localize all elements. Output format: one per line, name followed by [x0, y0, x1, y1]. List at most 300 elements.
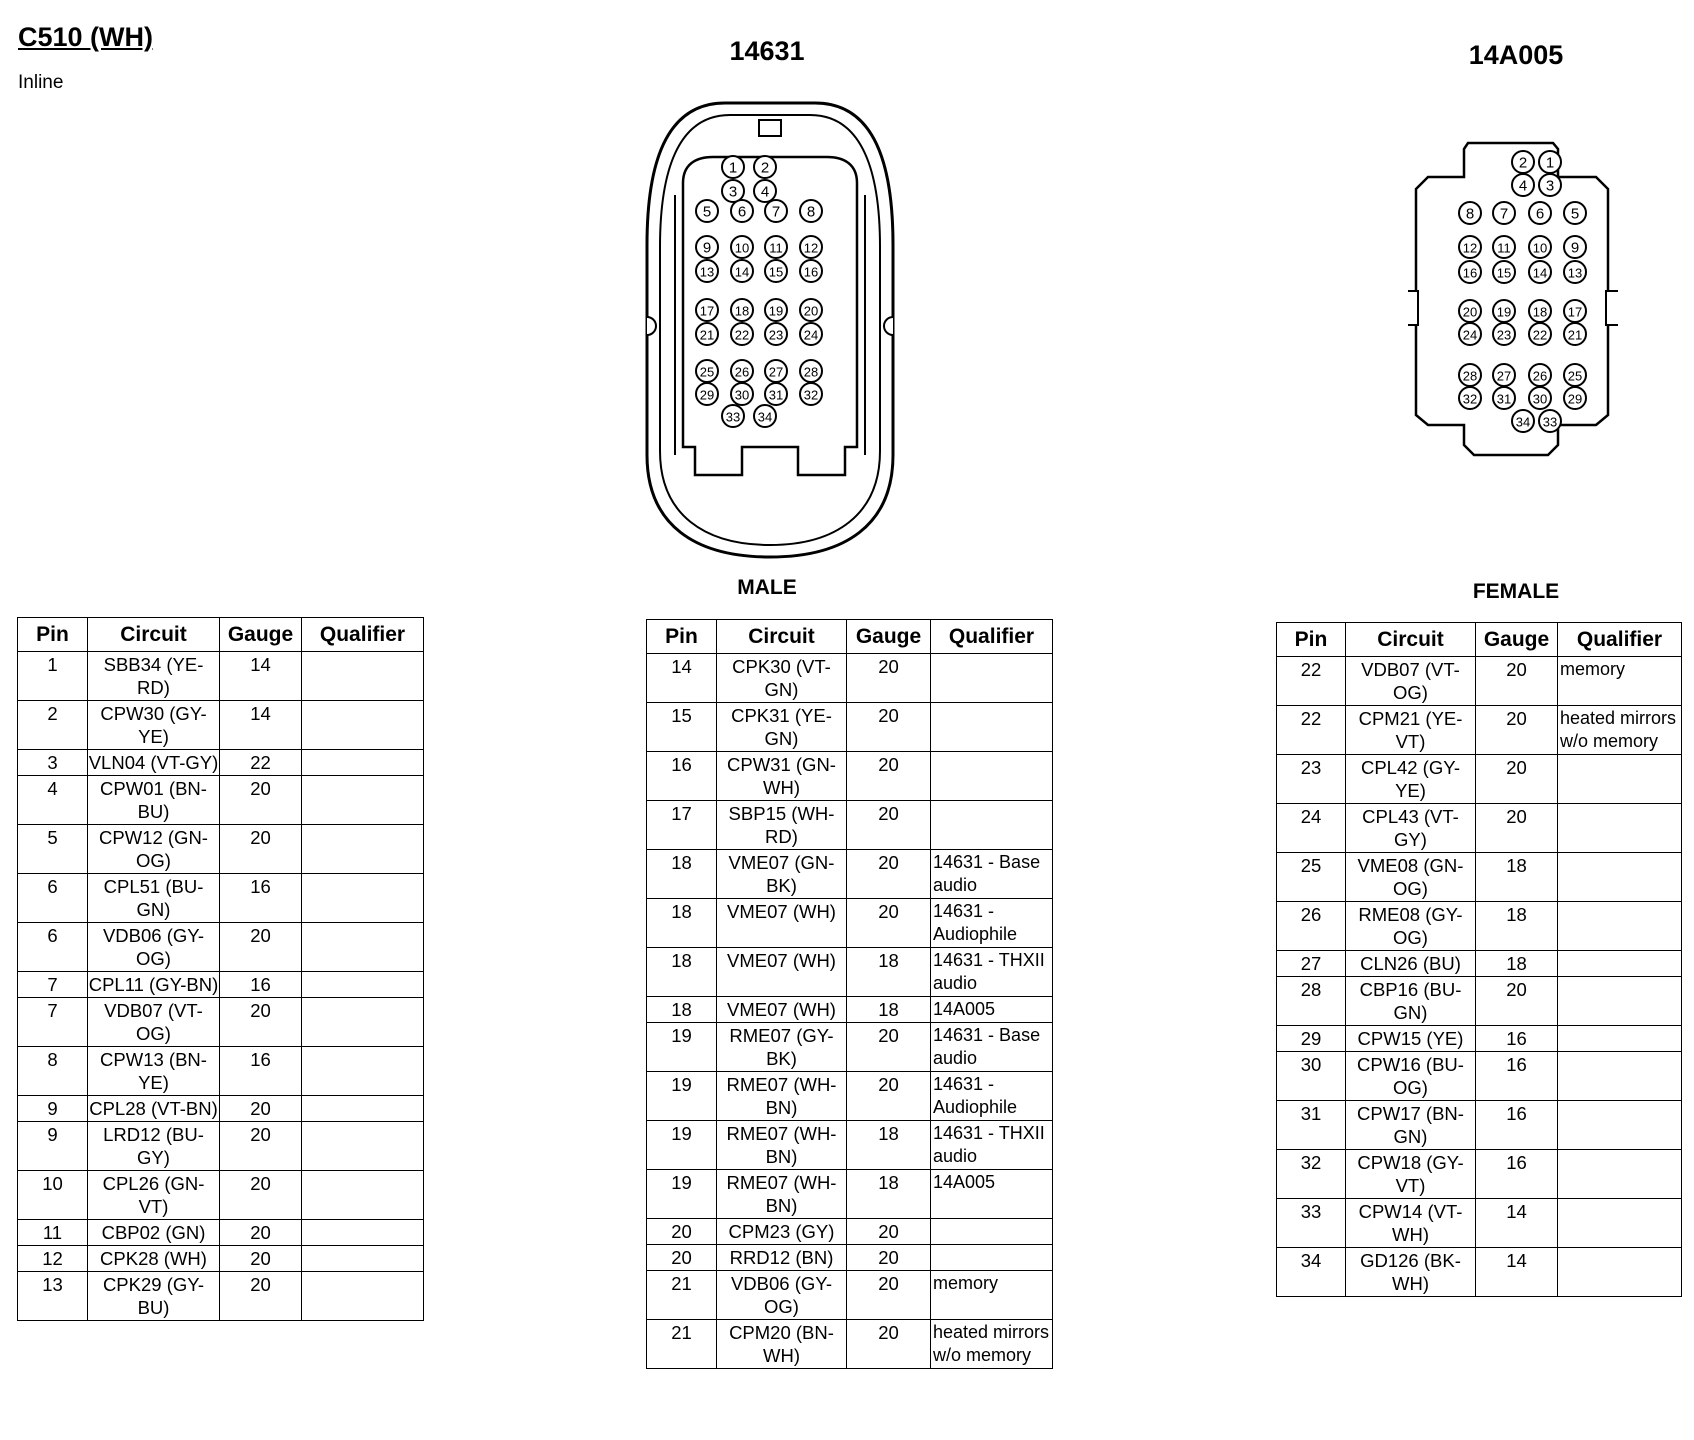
table-row — [647, 899, 1053, 948]
cell-circuit: RME07 (WH-BN) — [717, 1072, 847, 1121]
table-row — [1277, 1248, 1682, 1297]
cell-qualifier — [302, 750, 424, 776]
table-row — [18, 776, 424, 825]
pin-number-label: 8 — [1465, 205, 1475, 223]
cell-pin: 24 — [1277, 804, 1346, 853]
cell-qualifier — [302, 1272, 424, 1321]
connector-type-label: Inline — [18, 72, 64, 93]
pin-number-label: 2 — [1518, 154, 1528, 172]
cell-qualifier — [1558, 755, 1682, 804]
cell-pin: 6 — [18, 923, 88, 972]
cell-pin: 19 — [647, 1170, 717, 1219]
female-connector-diagram — [1408, 135, 1618, 465]
cell-circuit: CPK28 (WH) — [88, 1246, 220, 1272]
pin-number-label: 19 — [768, 303, 784, 319]
pin-number-label: 26 — [734, 364, 750, 380]
cell-qualifier — [931, 1245, 1053, 1271]
pin-number-label: 23 — [768, 327, 784, 343]
cell-pin: 8 — [18, 1047, 88, 1096]
col-header-gauge: Gauge — [1476, 623, 1558, 657]
col-header-circuit: Circuit — [717, 620, 847, 654]
cell-pin: 18 — [647, 899, 717, 948]
col-header-gauge: Gauge — [220, 618, 302, 652]
pin-number-label: 4 — [1518, 177, 1528, 195]
cell-pin: 23 — [1277, 755, 1346, 804]
cell-circuit: CPW17 (BN-GN) — [1346, 1101, 1476, 1150]
table-row — [18, 1220, 424, 1246]
pin-number-label: 1 — [1545, 154, 1555, 172]
cell-gauge: 20 — [220, 998, 302, 1047]
cell-pin: 28 — [1277, 977, 1346, 1026]
pin-number-label: 16 — [803, 264, 819, 280]
table-row — [18, 923, 424, 972]
cell-qualifier — [302, 776, 424, 825]
cell-pin: 19 — [647, 1121, 717, 1170]
table-row — [1277, 1150, 1682, 1199]
cell-pin: 18 — [647, 997, 717, 1023]
cell-pin: 18 — [647, 948, 717, 997]
cell-gauge: 14 — [1476, 1248, 1558, 1297]
cell-pin: 7 — [18, 972, 88, 998]
cell-pin: 29 — [1277, 1026, 1346, 1052]
pin-number-label: 22 — [734, 327, 750, 343]
cell-qualifier — [1558, 902, 1682, 951]
cell-gauge: 20 — [220, 1171, 302, 1220]
cell-gauge: 18 — [847, 948, 931, 997]
cell-qualifier — [302, 1246, 424, 1272]
cell-circuit: CPW18 (GY-VT) — [1346, 1150, 1476, 1199]
pin-number-label: 34 — [757, 409, 773, 425]
table-row — [647, 1219, 1053, 1245]
cell-pin: 10 — [18, 1171, 88, 1220]
cell-qualifier — [302, 972, 424, 998]
table-row — [1277, 951, 1682, 977]
pin-number-label: 32 — [1462, 391, 1478, 407]
cell-gauge: 20 — [847, 899, 931, 948]
cell-circuit: CBP02 (GN) — [88, 1220, 220, 1246]
pin-number-label: 30 — [1532, 391, 1548, 407]
cell-qualifier — [1558, 1101, 1682, 1150]
pin-number-label: 25 — [1567, 368, 1583, 384]
pin-number-label: 12 — [1462, 240, 1478, 256]
table-row — [1277, 657, 1682, 706]
cell-circuit: CPM20 (BN-WH) — [717, 1320, 847, 1369]
cell-gauge: 16 — [1476, 1026, 1558, 1052]
table-row — [647, 1271, 1053, 1320]
cell-circuit: VME07 (WH) — [717, 997, 847, 1023]
pin-table-1 — [17, 617, 424, 1321]
table-row — [1277, 1052, 1682, 1101]
table-row — [18, 1272, 424, 1321]
cell-circuit: CPW15 (YE) — [1346, 1026, 1476, 1052]
cell-gauge: 16 — [220, 972, 302, 998]
cell-pin: 7 — [18, 998, 88, 1047]
table-row — [18, 998, 424, 1047]
cell-gauge: 22 — [220, 750, 302, 776]
cell-circuit: CLN26 (BU) — [1346, 951, 1476, 977]
pin-number-label: 10 — [734, 240, 750, 256]
table-row — [647, 948, 1053, 997]
cell-gauge: 14 — [1476, 1199, 1558, 1248]
pin-number-label: 21 — [1567, 327, 1583, 343]
pin-number-label: 14 — [1532, 265, 1548, 281]
cell-circuit: VME07 (WH) — [717, 948, 847, 997]
table-row — [1277, 1026, 1682, 1052]
cell-gauge: 18 — [847, 1121, 931, 1170]
cell-circuit: CPM23 (GY) — [717, 1219, 847, 1245]
table-header-row — [18, 618, 424, 652]
pin-number-label: 15 — [768, 264, 784, 280]
cell-circuit: RME07 (GY-BK) — [717, 1023, 847, 1072]
cell-qualifier — [1558, 853, 1682, 902]
cell-circuit: CPL26 (GN-VT) — [88, 1171, 220, 1220]
cell-circuit: CPW12 (GN-OG) — [88, 825, 220, 874]
cell-gauge: 18 — [1476, 902, 1558, 951]
cell-qualifier: memory — [931, 1271, 1053, 1320]
table-row — [1277, 755, 1682, 804]
table-row — [647, 752, 1053, 801]
col-header-circuit: Circuit — [1346, 623, 1476, 657]
pin-number-label: 17 — [1567, 304, 1583, 320]
female-connector-title: 14A005 — [1468, 40, 1564, 70]
table-row — [18, 1171, 424, 1220]
cell-qualifier: 14631 - Audiophile — [931, 1072, 1053, 1121]
cell-gauge: 20 — [847, 654, 931, 703]
cell-gauge: 16 — [220, 1047, 302, 1096]
pin-number-label: 14 — [734, 264, 750, 280]
cell-gauge: 20 — [220, 1246, 302, 1272]
pin-number-label: 11 — [1497, 240, 1511, 256]
cell-gauge: 16 — [220, 874, 302, 923]
cell-gauge: 18 — [1476, 951, 1558, 977]
cell-pin: 22 — [1277, 657, 1346, 706]
cell-qualifier — [302, 1171, 424, 1220]
cell-circuit: RME08 (GY-OG) — [1346, 902, 1476, 951]
col-header-pin: Pin — [18, 618, 88, 652]
cell-circuit: RRD12 (BN) — [717, 1245, 847, 1271]
table-row — [1277, 804, 1682, 853]
cell-circuit: SBB34 (YE-RD) — [88, 652, 220, 701]
cell-pin: 9 — [18, 1096, 88, 1122]
cell-gauge: 20 — [847, 703, 931, 752]
table-row — [647, 1320, 1053, 1369]
cell-gauge: 20 — [847, 1072, 931, 1121]
cell-circuit: CPW16 (BU-OG) — [1346, 1052, 1476, 1101]
table-header-row — [1277, 623, 1682, 657]
cell-gauge: 16 — [1476, 1150, 1558, 1199]
table-row — [647, 997, 1053, 1023]
cell-pin: 4 — [18, 776, 88, 825]
cell-pin: 15 — [647, 703, 717, 752]
cell-circuit: VDB06 (GY-OG) — [88, 923, 220, 972]
cell-gauge: 20 — [1476, 755, 1558, 804]
cell-qualifier: 14631 - Audiophile — [931, 899, 1053, 948]
table-row — [647, 1072, 1053, 1121]
cell-pin: 12 — [18, 1246, 88, 1272]
table-row — [18, 972, 424, 998]
cell-pin: 19 — [647, 1072, 717, 1121]
cell-circuit: RME07 (WH-BN) — [717, 1121, 847, 1170]
pin-number-label: 13 — [1567, 265, 1583, 281]
pin-table-2 — [646, 619, 1053, 1369]
cell-pin: 13 — [18, 1272, 88, 1321]
table-row — [647, 801, 1053, 850]
cell-qualifier — [302, 1220, 424, 1246]
cell-gauge: 16 — [1476, 1052, 1558, 1101]
cell-circuit: VDB07 (VT-OG) — [88, 998, 220, 1047]
cell-pin: 20 — [647, 1219, 717, 1245]
pin-number-label: 18 — [734, 303, 750, 319]
table-row — [18, 701, 424, 750]
cell-gauge: 20 — [847, 1320, 931, 1369]
cell-pin: 18 — [647, 850, 717, 899]
cell-qualifier — [1558, 977, 1682, 1026]
pin-number-label: 11 — [769, 240, 783, 256]
pin-number-label: 4 — [760, 183, 770, 201]
cell-circuit: CPK31 (YE-GN) — [717, 703, 847, 752]
cell-pin: 17 — [647, 801, 717, 850]
cell-qualifier — [1558, 1052, 1682, 1101]
table-row — [1277, 1101, 1682, 1150]
cell-pin: 2 — [18, 701, 88, 750]
pin-number-label: 24 — [1462, 327, 1478, 343]
table-row — [647, 850, 1053, 899]
table-row — [1277, 706, 1682, 755]
pin-number-label: 22 — [1532, 327, 1548, 343]
cell-pin: 22 — [1277, 706, 1346, 755]
pin-number-label: 5 — [1570, 205, 1580, 223]
cell-gauge: 18 — [847, 997, 931, 1023]
cell-gauge: 20 — [1476, 804, 1558, 853]
pin-number-label: 33 — [725, 409, 741, 425]
pin-number-label: 28 — [803, 364, 819, 380]
pin-number-label: 5 — [702, 203, 712, 221]
pin-number-label: 6 — [737, 203, 747, 221]
cell-gauge: 20 — [220, 825, 302, 874]
table-row — [647, 703, 1053, 752]
cell-gauge: 20 — [1476, 657, 1558, 706]
cell-qualifier — [931, 801, 1053, 850]
cell-gauge: 20 — [847, 752, 931, 801]
cell-qualifier — [302, 1122, 424, 1171]
cell-gauge: 14 — [220, 701, 302, 750]
cell-gauge: 14 — [220, 652, 302, 701]
cell-gauge: 20 — [220, 1122, 302, 1171]
table-row — [1277, 1199, 1682, 1248]
cell-pin: 6 — [18, 874, 88, 923]
cell-pin: 30 — [1277, 1052, 1346, 1101]
table-row — [647, 1121, 1053, 1170]
cell-qualifier — [1558, 1199, 1682, 1248]
cell-qualifier — [302, 998, 424, 1047]
col-header-qualifier: Qualifier — [1558, 623, 1682, 657]
cell-qualifier: 14631 - Base audio — [931, 1023, 1053, 1072]
pin-number-label: 20 — [1462, 304, 1478, 320]
cell-qualifier — [931, 1219, 1053, 1245]
cell-gauge: 16 — [1476, 1101, 1558, 1150]
cell-pin: 21 — [647, 1271, 717, 1320]
cell-qualifier — [1558, 951, 1682, 977]
table-row — [18, 652, 424, 701]
cell-circuit: CPL11 (GY-BN) — [88, 972, 220, 998]
cell-pin: 31 — [1277, 1101, 1346, 1150]
cell-pin: 11 — [18, 1220, 88, 1246]
cell-circuit: GD126 (BK-WH) — [1346, 1248, 1476, 1297]
cell-circuit: CPL51 (BU-GN) — [88, 874, 220, 923]
male-gender-label: MALE — [737, 576, 797, 599]
cell-gauge: 20 — [847, 1245, 931, 1271]
pin-number-label: 7 — [1499, 205, 1509, 223]
male-connector-diagram — [635, 95, 905, 565]
pin-number-label: 23 — [1496, 327, 1512, 343]
cell-circuit: CPW01 (BN-BU) — [88, 776, 220, 825]
cell-qualifier: 14631 - THXII audio — [931, 948, 1053, 997]
cell-gauge: 20 — [847, 850, 931, 899]
cell-qualifier — [931, 654, 1053, 703]
cell-circuit: VME07 (GN-BK) — [717, 850, 847, 899]
cell-circuit: CPW14 (VT-WH) — [1346, 1199, 1476, 1248]
pin-number-label: 27 — [1496, 368, 1512, 384]
pin-number-label: 31 — [768, 387, 784, 403]
pin-number-label: 16 — [1462, 265, 1478, 281]
pin-number-label: 3 — [728, 183, 738, 201]
pin-number-label: 29 — [699, 387, 715, 403]
cell-qualifier — [302, 1047, 424, 1096]
cell-gauge: 20 — [220, 1272, 302, 1321]
cell-circuit: VDB07 (VT-OG) — [1346, 657, 1476, 706]
cell-pin: 16 — [647, 752, 717, 801]
cell-circuit: VLN04 (VT-GY) — [88, 750, 220, 776]
cell-qualifier — [931, 703, 1053, 752]
cell-qualifier — [302, 701, 424, 750]
cell-qualifier — [1558, 1248, 1682, 1297]
col-header-pin: Pin — [647, 620, 717, 654]
pin-number-label: 2 — [760, 159, 770, 177]
pin-number-label: 6 — [1535, 205, 1545, 223]
cell-pin: 1 — [18, 652, 88, 701]
cell-qualifier: heated mirrors w/o memory — [1558, 706, 1682, 755]
pin-number-label: 30 — [734, 387, 750, 403]
cell-circuit: CPM21 (YE-VT) — [1346, 706, 1476, 755]
cell-circuit: CPK30 (VT-GN) — [717, 654, 847, 703]
pin-number-label: 7 — [771, 203, 781, 221]
cell-gauge: 20 — [220, 923, 302, 972]
table-row — [647, 1245, 1053, 1271]
cell-gauge: 20 — [220, 1096, 302, 1122]
cell-qualifier: 14631 - Base audio — [931, 850, 1053, 899]
pin-number-label: 18 — [1532, 304, 1548, 320]
pin-number-label: 15 — [1496, 265, 1512, 281]
cell-qualifier — [302, 652, 424, 701]
cell-qualifier — [1558, 1026, 1682, 1052]
cell-pin: 14 — [647, 654, 717, 703]
col-header-qualifier: Qualifier — [302, 618, 424, 652]
female-connector-face — [1408, 135, 1618, 465]
pin-number-label: 10 — [1532, 240, 1548, 256]
pin-number-label: 1 — [728, 159, 738, 177]
cell-circuit: RME07 (WH-BN) — [717, 1170, 847, 1219]
cell-pin: 32 — [1277, 1150, 1346, 1199]
cell-circuit: CPL28 (VT-BN) — [88, 1096, 220, 1122]
table-row — [18, 1246, 424, 1272]
pin-number-label: 34 — [1515, 414, 1531, 430]
cell-pin: 34 — [1277, 1248, 1346, 1297]
cell-qualifier — [302, 874, 424, 923]
cell-qualifier — [302, 923, 424, 972]
pin-number-label: 21 — [699, 327, 715, 343]
pin-table-3 — [1276, 622, 1682, 1297]
table-row — [18, 1096, 424, 1122]
cell-qualifier: 14631 - THXII audio — [931, 1121, 1053, 1170]
col-header-qualifier: Qualifier — [931, 620, 1053, 654]
cell-pin: 25 — [1277, 853, 1346, 902]
pin-number-label: 28 — [1462, 368, 1478, 384]
cell-qualifier: 14A005 — [931, 1170, 1053, 1219]
cell-pin: 21 — [647, 1320, 717, 1369]
table-row — [18, 825, 424, 874]
cell-pin: 19 — [647, 1023, 717, 1072]
cell-gauge: 20 — [847, 801, 931, 850]
cell-pin: 33 — [1277, 1199, 1346, 1248]
cell-qualifier — [302, 1096, 424, 1122]
male-connector-face — [635, 95, 905, 565]
table-row — [647, 1170, 1053, 1219]
cell-qualifier — [1558, 1150, 1682, 1199]
table-row — [18, 750, 424, 776]
cell-circuit: CPW31 (GN-WH) — [717, 752, 847, 801]
cell-circuit: CBP16 (BU-GN) — [1346, 977, 1476, 1026]
cell-circuit: CPW13 (BN-YE) — [88, 1047, 220, 1096]
pin-number-label: 17 — [699, 303, 715, 319]
cell-gauge: 20 — [847, 1271, 931, 1320]
table-row — [18, 1122, 424, 1171]
cell-circuit: VME07 (WH) — [717, 899, 847, 948]
cell-circuit: VME08 (GN-OG) — [1346, 853, 1476, 902]
cell-qualifier — [302, 825, 424, 874]
cell-circuit: VDB06 (GY-OG) — [717, 1271, 847, 1320]
pin-number-label: 9 — [702, 239, 712, 257]
pin-number-label: 31 — [1496, 391, 1512, 407]
cell-circuit: CPK29 (GY-BU) — [88, 1272, 220, 1321]
female-gender-label: FEMALE — [1472, 580, 1560, 603]
cell-circuit: SBP15 (WH-RD) — [717, 801, 847, 850]
cell-qualifier — [1558, 804, 1682, 853]
pin-number-label: 19 — [1496, 304, 1512, 320]
pin-number-label: 24 — [803, 327, 819, 343]
cell-circuit: LRD12 (BU-GY) — [88, 1122, 220, 1171]
pin-number-label: 8 — [806, 203, 816, 221]
cell-gauge: 20 — [847, 1219, 931, 1245]
connector-id-title: C510 (WH) — [18, 22, 154, 52]
cell-qualifier: 14A005 — [931, 997, 1053, 1023]
table-row — [18, 874, 424, 923]
cell-gauge: 20 — [220, 776, 302, 825]
pin-number-label: 20 — [803, 303, 819, 319]
male-connector-title: 14631 — [729, 36, 805, 66]
col-header-circuit: Circuit — [88, 618, 220, 652]
cell-gauge: 18 — [847, 1170, 931, 1219]
pin-number-label: 32 — [803, 387, 819, 403]
table-row — [647, 654, 1053, 703]
cell-gauge: 18 — [1476, 853, 1558, 902]
pin-number-label: 12 — [803, 240, 819, 256]
cell-pin: 27 — [1277, 951, 1346, 977]
cell-circuit: CPW30 (GY-YE) — [88, 701, 220, 750]
pin-number-label: 29 — [1567, 391, 1583, 407]
cell-qualifier: memory — [1558, 657, 1682, 706]
cell-pin: 9 — [18, 1122, 88, 1171]
cell-gauge: 20 — [847, 1023, 931, 1072]
